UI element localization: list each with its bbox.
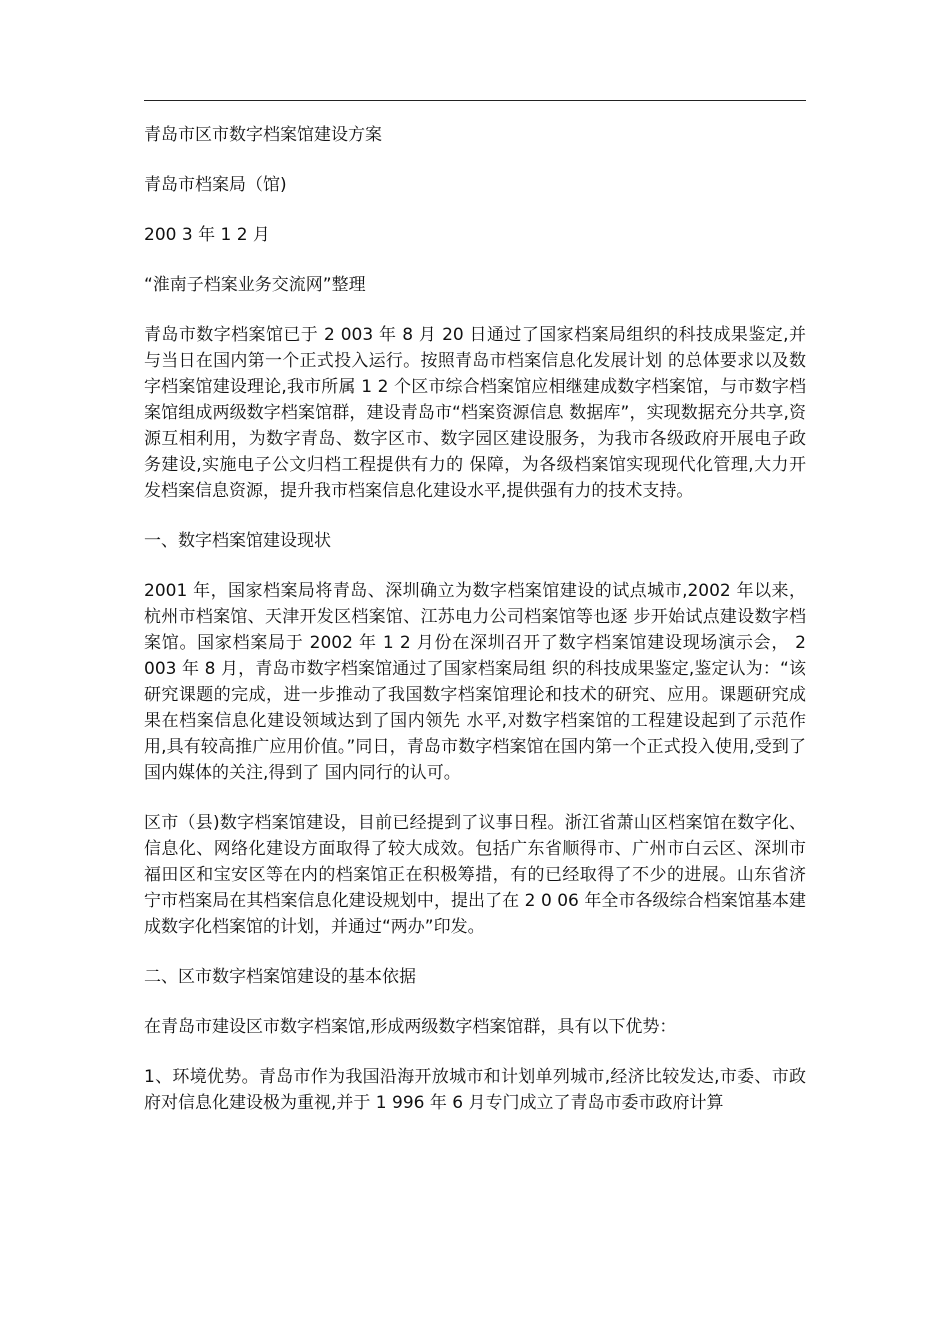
district-paragraph: 区市（县)数字档案馆建设，目前已经提到了议事日程。浙江省萧山区档案馆在数字化、信息化、网络化建设方面取得了较大成效。包括广东省顺得市、广州市白云区、深圳市福田区和宝安区等在内的档案馆正在积极筹措，有的已经取得了不少的进展。山东省济宁市档案局在其档案信息化建设规划中，提出了在 2 0 06 年全市各级综合档案馆基本建成数字化档案馆的计划，并通过“两办”印发。 xyxy=(144,813,806,937)
header-rule xyxy=(144,100,806,101)
advantage-1-paragraph: 1、环境优势。青岛市作为我国沿海开放城市和计划单列城市,经济比较发达,市委、市政府对信息化建设极为重视,并于 1 996 年 6 月专门成立了青岛市委市政府计算 xyxy=(144,1067,806,1113)
document-content xyxy=(144,122,806,1140)
document-date: 200 3 年 1 2 月 xyxy=(144,225,270,245)
document-title: 青岛市区市数字档案馆建设方案 xyxy=(144,125,382,145)
status-paragraph: 2001 年，国家档案局将青岛、深圳确立为数字档案馆建设的试点城市,2002 年以来，杭州市档案馆、天津开发区档案馆、江苏电力公司档案馆等也逐 步开始试点建设数字档案馆。国家档案局于 2002 年 1 2 月份在深圳召开了数字档案馆建设现场演示会， 2 003 年 8 月，青岛市数字档案馆通过了国家档案局组 织的科技成果鉴定,鉴定认为：“该研究课题的完成，进一步推动了我国数字档案馆理论和技术的研究、应用。课题研究成果在档案信息化建设领域达到了国内领先 水平,对数字档案馆的工程建设起到了示范作用,具有较高推广应用价值。”同日，青岛市数字档案馆在国内第一个正式投入使用,受到了国内媒体的关注,得到了 国内同行的认可。 xyxy=(144,581,806,783)
section-heading-2: 二、区市数字档案馆建设的基本依据 xyxy=(144,967,416,987)
document-author: 青岛市档案局（馆) xyxy=(144,175,287,195)
section-heading-1: 一、数字档案馆建设现状 xyxy=(144,531,331,551)
document-source: “淮南子档案业务交流网”整理 xyxy=(144,275,366,295)
intro-paragraph: 青岛市数字档案馆已于 2 003 年 8 月 20 日通过了国家档案局组织的科技成果鉴定,并与当日在国内第一个正式投入运行。按照青岛市档案信息化发展计划 的总体要求以及数字档案馆建设理论,我市所属 1 2 个区市综合档案馆应相继建成数字档案馆，与市数字档案馆组成两级数字档案馆群，建设青岛市“档案资源信息 数据库”，实现数据充分共享,资源互相利用，为数字青岛、数字区市、数字园区建设服务，为我市各级政府开展电子政务建设,实施电子公文归档工程提供有力的 保障，为各级档案馆实现现代化管理,大力开发档案信息资源，提升我市档案信息化建设水平,提供强有力的技术支持。 xyxy=(144,325,806,501)
advantages-intro: 在青岛市建设区市数字档案馆,形成两级数字档案馆群，具有以下优势： xyxy=(144,1017,677,1037)
